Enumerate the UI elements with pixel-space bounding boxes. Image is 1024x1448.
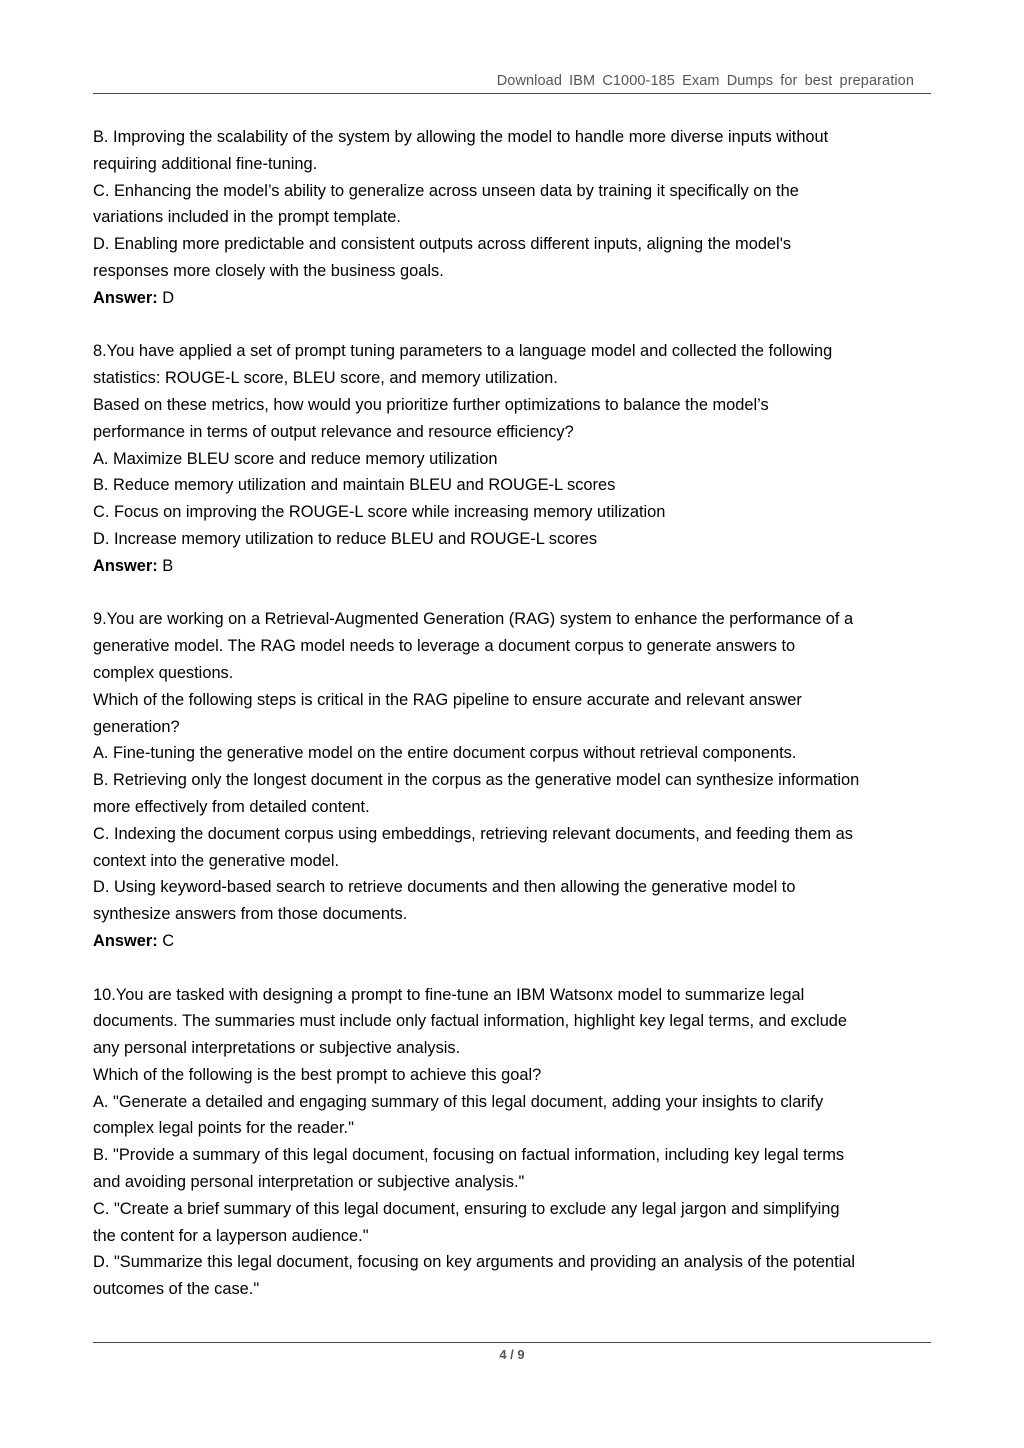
q7-answer (93, 285, 933, 312)
q9-stem-line5: generation? (93, 717, 180, 736)
question-9 (93, 606, 933, 954)
q8-option-d: D. Increase memory utilization to reduce BLEU and ROUGE-L scores (93, 529, 598, 548)
q7-answer-value: D (157, 288, 175, 307)
q7-answer-label: Answer: (93, 288, 158, 307)
q10-option-a-line2: complex legal points for the reader." (93, 1119, 354, 1138)
q10-option-a-line1: A. "Generate a detailed and engaging summary of this legal document, adding your insights to clarify (93, 1092, 824, 1111)
q7-option-c (93, 178, 933, 232)
q8-option-c: C. Focus on improving the ROUGE-L score while increasing memory utilization (93, 503, 666, 522)
question-10 (93, 982, 933, 1304)
q10-option-d-line2: outcomes of the case." (93, 1280, 260, 1299)
q9-option-c (93, 821, 933, 875)
q9-option-c-line2: context into the generative model. (93, 851, 340, 870)
q9-option-b (93, 767, 933, 821)
q10-option-c-line2: the content for a layperson audience." (93, 1226, 369, 1245)
q8-stem-line1: 8.You have applied a set of prompt tuning parameters to a language model and collected the following (93, 342, 833, 361)
q8-stem (93, 338, 933, 445)
q8-stem-line4: performance in terms of output relevance and resource efficiency? (93, 422, 574, 441)
q7-option-b-line1: B. Improving the scalability of the system by allowing the model to handle more diverse inputs without (93, 128, 829, 146)
q9-stem-line2: generative model. The RAG model needs to leverage a document corpus to generate answers to (93, 637, 796, 656)
q10-stem-line2: documents. The summaries must include only factual information, highlight key legal terms, and exclude (93, 1012, 848, 1031)
question-8 (93, 338, 933, 579)
page-header-title: Download IBM C1000-185 Exam Dumps for best preparation (496, 73, 914, 89)
q9-option-a: A. Fine-tuning the generative model on the entire document corpus without retrieval components. (93, 744, 797, 763)
q7-option-d (93, 231, 933, 285)
q9-stem-line3: complex questions. (93, 663, 234, 682)
q7-option-d-line1: D. Enabling more predictable and consistent outputs across different inputs, aligning the model's (93, 235, 792, 254)
q8-stem-line2: statistics: ROUGE-L score, BLEU score, and memory utilization. (93, 369, 558, 388)
q9-answer (93, 928, 933, 955)
q7-option-c-line2: variations included in the prompt template. (93, 208, 401, 227)
q10-option-b-line2: and avoiding personal interpretation or subjective analysis." (93, 1173, 525, 1192)
q9-option-d-line1: D. Using keyword-based search to retrieve documents and then allowing the generative model to (93, 878, 796, 897)
q8-option-a: A. Maximize BLEU score and reduce memory utilization (93, 449, 498, 468)
footer-divider (93, 1342, 931, 1343)
q10-option-c-line1: C. "Create a brief summary of this legal document, ensuring to exclude any legal jargon and simplifying (93, 1199, 840, 1218)
q9-option-d (93, 874, 933, 928)
q8-answer (93, 553, 933, 580)
q8-option-b: B. Reduce memory utilization and maintain BLEU and ROUGE-L scores (93, 476, 616, 495)
q10-option-a (93, 1089, 933, 1143)
q8-answer-value: B (157, 556, 174, 575)
q9-stem-line4: Which of the following steps is critical in the RAG pipeline to ensure accurate and relevant answer (93, 690, 802, 709)
q10-stem-line4: Which of the following is the best prompt to achieve this goal? (93, 1065, 542, 1084)
q9-option-b-line1: B. Retrieving only the longest document in the corpus as the generative model can synthesize information (93, 771, 860, 790)
document-body (93, 124, 933, 1303)
q8-answer-label: Answer: (93, 556, 158, 575)
q9-option-c-line1: C. Indexing the document corpus using embeddings, retrieving relevant documents, and feeding them as (93, 824, 853, 843)
q10-option-c (93, 1196, 933, 1250)
q9-answer-label: Answer: (93, 931, 158, 950)
q10-option-b (93, 1142, 933, 1196)
page-number: 4 / 9 (499, 1347, 525, 1362)
q9-option-b-line2: more effectively from detailed content. (93, 797, 370, 816)
q7-option-c-line1: C. Enhancing the model’s ability to generalize across unseen data by training it specifically on the (93, 181, 799, 200)
q7-option-d-line2: responses more closely with the business goals. (93, 261, 444, 280)
q7-option-b (93, 124, 933, 178)
q10-stem (93, 982, 933, 1089)
q10-option-d-line1: D. "Summarize this legal document, focusing on key arguments and providing an analysis of the potential (93, 1253, 856, 1272)
q10-stem-line1: 10.You are tasked with designing a prompt to fine-tune an IBM Watsonx model to summarize legal (93, 985, 805, 1004)
q10-stem-line3: any personal interpretations or subjective analysis. (93, 1039, 461, 1058)
q9-answer-value: C (157, 931, 175, 950)
q9-option-d-line2: synthesize answers from those documents. (93, 905, 408, 924)
question-7-continued (93, 124, 933, 312)
q9-stem-line1: 9.You are working on a Retrieval-Augmented Generation (RAG) system to enhance the performance of a (93, 610, 854, 629)
q9-stem (93, 606, 933, 740)
q10-option-b-line1: B. "Provide a summary of this legal document, focusing on factual information, including key legal terms (93, 1146, 845, 1165)
q7-option-b-line2: requiring additional fine-tuning. (93, 154, 318, 173)
q8-stem-line3: Based on these metrics, how would you prioritize further optimizations to balance the model’s (93, 395, 769, 414)
q10-option-d (93, 1249, 933, 1303)
header-divider (93, 93, 931, 94)
